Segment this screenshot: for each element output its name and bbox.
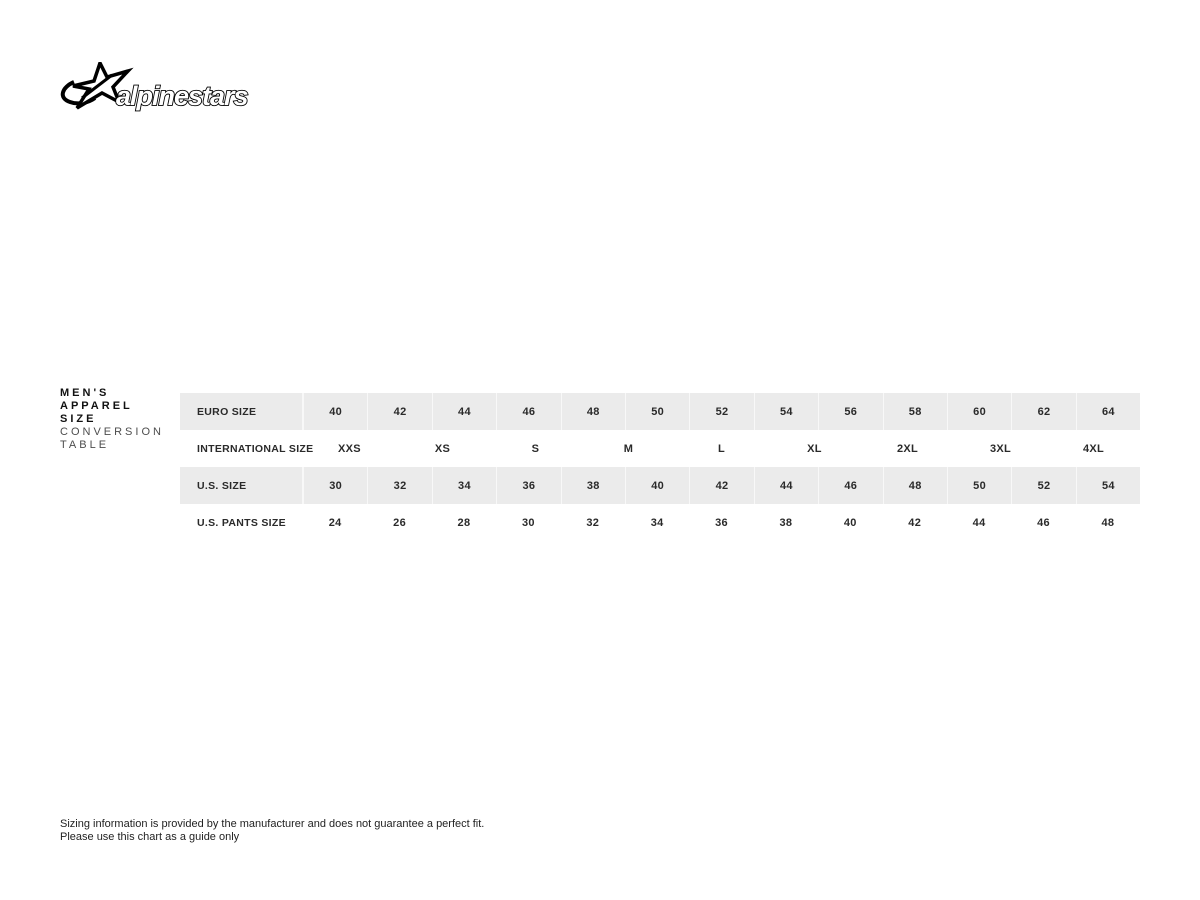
logo-wordmark: alpinestars: [116, 81, 248, 111]
page-title: [60, 387, 185, 452]
size-value-cell: XXS: [338, 442, 361, 455]
title-line: MEN'S: [60, 387, 110, 399]
size-value-cell: 34: [432, 467, 496, 504]
title-line: CONVERSION: [60, 426, 164, 438]
row-label: INTERNATIONAL SIZE: [197, 442, 314, 455]
title-line: APPAREL: [60, 400, 133, 412]
size-value-cell: 28: [457, 516, 471, 529]
row-label: EURO SIZE: [180, 393, 303, 430]
title-line: TABLE: [60, 439, 110, 451]
row-label: U.S. PANTS SIZE: [197, 516, 286, 529]
size-value-cell: 48: [883, 467, 947, 504]
row-values: [303, 504, 1140, 541]
row-values: [303, 393, 1140, 430]
size-value-cell: XL: [807, 442, 822, 455]
size-value-cell: S: [531, 442, 540, 455]
size-value-cell: 32: [586, 516, 600, 529]
size-value-cell: 26: [393, 516, 406, 529]
size-value-cell: 58: [883, 393, 947, 430]
size-value-cell: 36: [715, 516, 728, 529]
size-value-cell: 44: [432, 393, 496, 430]
size-value-cell: 44: [972, 516, 986, 529]
size-value-cell: 40: [843, 516, 857, 529]
size-value-cell: 64: [1076, 393, 1140, 430]
size-value-cell: 4XL: [1082, 442, 1105, 455]
table-row-euro-size: [180, 393, 1140, 430]
size-value-cell: 60: [947, 393, 1011, 430]
size-value-cell: 30: [303, 467, 367, 504]
alpinestars-logo: [58, 62, 268, 116]
table-row-us-pants-size: [180, 504, 1140, 541]
size-value-cell: 34: [650, 516, 664, 529]
size-conversion-table: [180, 393, 1140, 541]
size-value-cell: 36: [496, 467, 560, 504]
size-value-cell: 32: [367, 467, 431, 504]
size-value-cell: 38: [779, 516, 793, 529]
size-value-cell: 54: [1076, 467, 1140, 504]
size-value-cell: 38: [561, 467, 625, 504]
row-values: [303, 430, 1140, 467]
size-value-cell: M: [623, 442, 634, 455]
size-value-cell: 3XL: [989, 442, 1012, 455]
size-value-cell: 46: [818, 467, 882, 504]
size-value-cell: 46: [1037, 516, 1050, 529]
row-values: [303, 467, 1140, 504]
size-value-cell: 48: [561, 393, 625, 430]
footer-line-2: Please use this chart as a guide only: [60, 830, 240, 843]
size-value-cell: L: [717, 442, 726, 455]
alpinestars-logo-graphic: [58, 62, 268, 116]
size-value-cell: 42: [689, 467, 753, 504]
size-value-cell: 42: [908, 516, 922, 529]
footer-line-1: Sizing information is provided by the manufacturer and does not guarantee a perfect fit.: [60, 818, 485, 830]
size-value-cell: 40: [625, 467, 689, 504]
size-value-cell: 40: [303, 393, 367, 430]
size-value-cell: 24: [328, 516, 342, 529]
size-value-cell: 48: [1101, 516, 1115, 529]
size-value-cell: 62: [1011, 393, 1075, 430]
row-label: U.S. SIZE: [180, 467, 303, 504]
table-row-us-size: [180, 467, 1140, 504]
size-value-cell: 52: [689, 393, 753, 430]
size-value-cell: 2XL: [896, 442, 919, 455]
size-value-cell: 52: [1011, 467, 1075, 504]
size-value-cell: XS: [434, 442, 451, 455]
title-line: SIZE: [60, 413, 97, 425]
table-row-international-size: [180, 430, 1140, 467]
footer-note: [60, 818, 484, 843]
size-value-cell: 54: [754, 393, 818, 430]
size-value-cell: 30: [521, 516, 535, 529]
size-value-cell: 42: [367, 393, 431, 430]
size-value-cell: 50: [625, 393, 689, 430]
size-value-cell: 56: [818, 393, 882, 430]
size-value-cell: 46: [496, 393, 560, 430]
size-value-cell: 44: [754, 467, 818, 504]
size-value-cell: 50: [947, 467, 1011, 504]
